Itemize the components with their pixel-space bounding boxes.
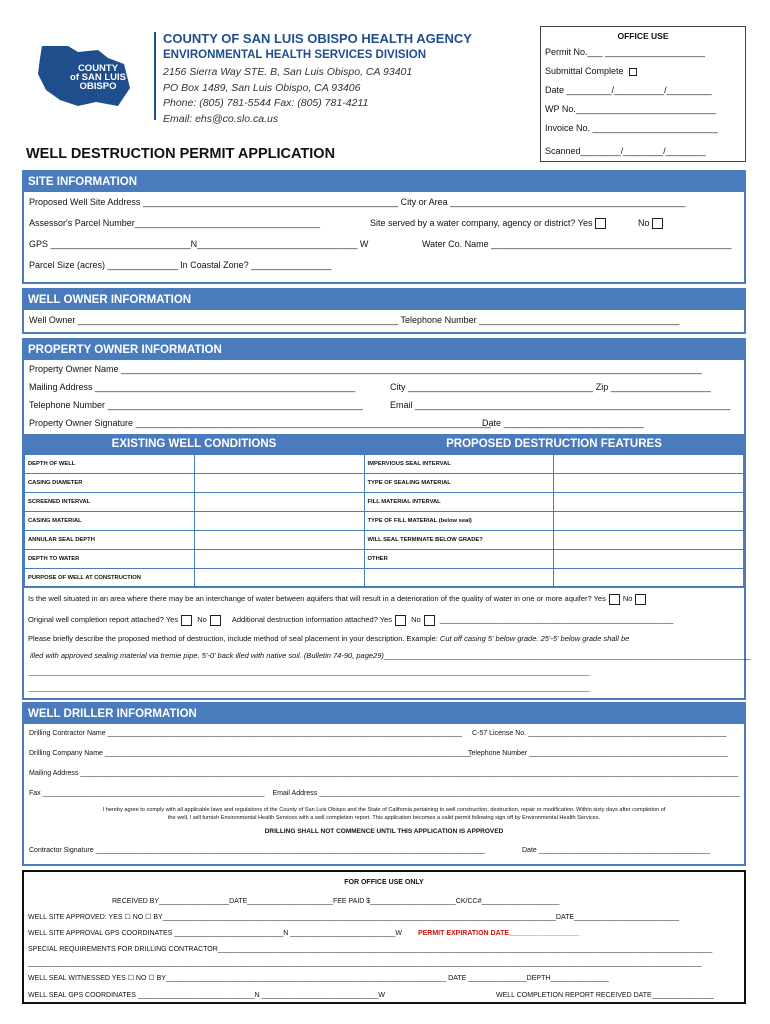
existing-condition-label: CASING DIAMETER [25, 474, 195, 493]
existing-condition-value[interactable] [194, 474, 364, 493]
existing-condition-value[interactable] [194, 531, 364, 550]
existing-condition-label: SCREENED INTERVAL [25, 493, 195, 512]
invoice-no-field[interactable]: Invoice No. _________________________ [545, 123, 718, 133]
existing-condition-value[interactable] [194, 512, 364, 531]
gps-field[interactable]: GPS ____________________________N________________________________ W [29, 239, 369, 249]
driller-fax-field[interactable]: Fax _________________________________________________________ [29, 790, 265, 797]
fax-email-row [24, 784, 744, 804]
site-information-section [22, 170, 746, 284]
agency-name: COUNTY OF SAN LUIS OBISPO HEALTH AGENCY [163, 31, 472, 46]
well-owner-title: WELL OWNER INFORMATION [24, 290, 744, 310]
method-example: Cut off casing 5' below grade. 25'-5' below grade shall be [439, 634, 630, 643]
drilling-notice: DRILLING SHALL NOT COMMENCE UNTIL THIS APPLICATION IS APPROVED [264, 828, 504, 835]
aquifer-no-checkbox[interactable] [635, 594, 646, 605]
conditions-row [25, 493, 744, 512]
conditions-table [24, 454, 744, 588]
completion-report-no-checkbox[interactable] [210, 615, 221, 626]
wp-no-field[interactable]: WP No.____________________________ [545, 104, 716, 114]
property-signature-date[interactable]: Date ____________________________ [482, 418, 644, 428]
parcel-number-field[interactable]: Assessor's Parcel Number_____________________________________ [29, 218, 320, 228]
method-description-line-1[interactable]: ________________________________________________________________________________________ [383, 651, 751, 660]
water-company-question: Site served by a water company, agency or district? Yes No [370, 213, 666, 234]
water-company-no-checkbox[interactable] [652, 218, 663, 229]
destruction-feature-value[interactable] [554, 455, 744, 474]
property-telephone-field[interactable]: Telephone Number ___________________________________________________ [29, 400, 363, 410]
existing-conditions-title: EXISTING WELL CONDITIONS [111, 438, 277, 450]
driller-mailing-address-field[interactable]: Mailing Address _________________________________________________________________________________________________________________________________________________________________________ [29, 770, 739, 777]
agency-header [163, 30, 472, 127]
water-company-yes-checkbox[interactable] [595, 218, 606, 229]
conditions-row [25, 455, 744, 474]
contractor-signature-field[interactable]: Contractor Signature ____________________________________________________________________________________________________ [29, 847, 485, 854]
well-driller-section [22, 702, 746, 866]
agency-email: Email: ehs@co.slo.ca.us [163, 112, 279, 125]
received-row[interactable]: RECEIVED BY__________________DATE______________________FEE PAID $______________________CK/CC#____________________ [112, 898, 560, 905]
parcel-number-row [24, 213, 744, 234]
approval-gps-row [24, 926, 744, 942]
special-requirements-field[interactable]: SPECIAL REQUIREMENTS FOR DRILLING CONTRACTOR_______________________________________________________________________________________________________________________________ [28, 946, 713, 953]
division-name: ENVIRONMENTAL HEALTH SERVICES DIVISION [163, 49, 427, 61]
existing-condition-value[interactable] [194, 493, 364, 512]
destruction-feature-label: TYPE OF FILL MATERIAL (below seal) [364, 512, 554, 531]
existing-condition-value[interactable] [194, 455, 364, 474]
well-owner-row[interactable]: Well Owner ________________________________________________________________ Telephone Number ________________________________________ [29, 315, 680, 325]
special-requirements-line[interactable]: _____________________________________________________________________________________________________________________________________________________________________________ [28, 960, 702, 967]
office-use-box [540, 26, 746, 162]
permit-expiration-field[interactable]: PERMIT EXPIRATION DATE__________________ [417, 930, 580, 937]
seal-gps-field[interactable]: WELL SEAL GPS COORDINATES ______________________________N ______________________________W [28, 992, 386, 999]
destruction-feature-label [364, 569, 554, 588]
method-description-line-2[interactable]: ________________________________________________________________________________________________________________________________________________________________________ [29, 670, 590, 676]
submittal-complete-row: Submittal Complete [545, 62, 741, 81]
scanned-field[interactable]: Scanned________/________/________ [545, 146, 706, 156]
well-driller-title: WELL DRILLER INFORMATION [24, 704, 744, 724]
destruction-feature-value[interactable] [554, 474, 744, 493]
additional-info-yes-checkbox[interactable] [395, 615, 406, 626]
destruction-feature-label: WILL SEAL TERMINATE BELOW GRADE? [364, 531, 554, 550]
existing-condition-label: PURPOSE OF WELL AT CONSTRUCTION [25, 569, 195, 588]
attachments-row: Original well completion report attached? Yes No Additional destruction information attached? Yes No ________________________________________________________ [28, 615, 674, 624]
logo-line-3: OBISPO [79, 81, 117, 92]
parcel-size-row[interactable]: Parcel Size (acres) ______________ In Coastal Zone? ________________ [29, 260, 332, 270]
office-use-only-box [22, 870, 746, 1004]
conditions-row [25, 512, 744, 531]
well-owner-section [22, 288, 746, 334]
additional-info-no-checkbox[interactable] [424, 615, 435, 626]
approval-gps-field[interactable]: WELL SITE APPROVAL GPS COORDINATES ____________________________N ___________________________W [28, 930, 402, 937]
conditions-row [25, 531, 744, 550]
license-no-field[interactable]: C-57 License No. ___________________________________________________ [472, 730, 727, 737]
method-description-line-3[interactable]: ________________________________________________________________________________________________________________________________________________________________________ [29, 686, 590, 692]
existing-condition-label: DEPTH OF WELL [25, 455, 195, 474]
destruction-feature-value[interactable] [554, 512, 744, 531]
telephone-email-row [24, 396, 744, 414]
destruction-feature-label: OTHER [364, 550, 554, 569]
conditions-row [25, 550, 744, 569]
conditions-row [25, 569, 744, 588]
property-signature-field[interactable]: Property Owner Signature _______________________________________________________________________ [29, 418, 491, 428]
logo-line-1: COUNTY [77, 63, 119, 74]
site-information-title: SITE INFORMATION [24, 172, 744, 192]
conditions-header [24, 434, 744, 454]
signature-row [24, 414, 744, 432]
destruction-feature-label: FILL MATERIAL INTERVAL [364, 493, 554, 512]
mailing-address-field[interactable]: Mailing Address ____________________________________________________ [29, 382, 356, 392]
gps-row [24, 234, 744, 255]
completion-report-date-field[interactable]: WELL COMPLETION REPORT RECEIVED DATE________________ [496, 992, 715, 999]
logo-line-2: of SAN LUIS [70, 72, 126, 83]
site-address-row[interactable]: Proposed Well Site Address ___________________________________________________ City or Area _______________________________________________ [29, 197, 686, 207]
property-owner-title: PROPERTY OWNER INFORMATION [24, 340, 744, 360]
seal-witnessed-row[interactable]: WELL SEAL WITNESSED YES ☐ NO ☐ BY________________________________________________________________________ DATE _______________DEPTH_______________ [28, 975, 609, 982]
property-email-field[interactable]: Email _______________________________________________________________ [390, 400, 731, 410]
destruction-feature-value[interactable] [554, 531, 744, 550]
existing-condition-label: DEPTH TO WATER [25, 550, 195, 569]
office-date-field[interactable]: Date _________/__________/_________ [545, 85, 712, 95]
contractor-row [24, 724, 744, 744]
existing-condition-value[interactable] [194, 550, 364, 569]
completion-report-yes-checkbox[interactable] [181, 615, 192, 626]
phone-fax: Phone: (805) 781-5544 Fax: (805) 781-4211 [163, 97, 369, 109]
company-row [24, 744, 744, 764]
method-example-row: illed with approved sealing material via tremie pipe. 5'-0' back illed with native soil. (Bulletin 74-90, page29)________________________________________________________________________________________ [30, 651, 751, 660]
contractor-signature-date[interactable]: Date ____________________________________________ [522, 847, 711, 854]
office-use-only-title: FOR OFFICE USE ONLY [344, 879, 424, 886]
driller-email-field[interactable]: Email Address ____________________________________________________________________________________________________________ [272, 790, 740, 797]
destruction-feature-label: IMPERVIOUS SEAL INTERVAL [364, 455, 554, 474]
proposed-destruction-title: PROPOSED DESTRUCTION FEATURES [446, 438, 662, 450]
address-line-2: PO Box 1489, San Luis Obispo, CA 93406 [163, 81, 361, 94]
submittal-checkbox[interactable] [629, 68, 637, 76]
office-use-title: OFFICE USE [617, 31, 669, 41]
conditions-row [25, 474, 744, 493]
property-owner-name-field[interactable]: Property Owner Name ____________________________________________________________________________________________________________________ [29, 364, 702, 374]
water-co-name-field[interactable]: Water Co. Name ________________________________________________ [422, 239, 732, 249]
company-name-field[interactable]: Drilling Company Name ______________________________________________________________________________________________ [29, 750, 471, 757]
contractor-signature-row [24, 840, 744, 862]
mailing-address-row [24, 378, 744, 396]
destruction-feature-value[interactable] [554, 569, 744, 588]
destruction-feature-label: TYPE OF SEALING MATERIAL [364, 474, 554, 493]
county-logo [34, 44, 134, 110]
site-approved-row[interactable]: WELL SITE APPROVED: YES ☐ NO ☐ BY_____________________________________________________________________________________________________DATE___________________________ [28, 914, 680, 921]
seal-gps-row [24, 988, 744, 1004]
contractor-name-field[interactable]: Drilling Contractor Name ___________________________________________________________________________________________ [29, 730, 462, 737]
permit-no-field[interactable]: Permit No.___ ____________________ [545, 47, 706, 57]
method-description-row: Please briefly describe the proposed method of destruction, include method of seal placement in your description. Example: Cut off casing 5' below grade. 25'-5' below grade shall be [28, 634, 630, 643]
aquifer-yes-checkbox[interactable] [609, 594, 620, 605]
property-owner-section [22, 338, 746, 588]
driller-telephone-field[interactable]: Telephone Number ___________________________________________________ [468, 750, 728, 757]
attachments-line[interactable]: ________________________________________________________ [439, 615, 674, 624]
destruction-feature-value[interactable] [554, 550, 744, 569]
destruction-feature-value[interactable] [554, 493, 744, 512]
existing-condition-value[interactable] [194, 569, 364, 588]
aquifer-question-row: Is the well situated in an area where there may be an interchange of water between aquifers that will result in a deterioration of the quality of water in one or more aquifer? Yes No [24, 588, 744, 610]
address-line-1: 2156 Sierra Way STE. B, San Luis Obispo, CA 93401 [163, 66, 413, 78]
destruction-questions-section [22, 588, 751, 700]
page-title: WELL DESTRUCTION PERMIT APPLICATION [26, 146, 336, 162]
existing-condition-label: CASING MATERIAL [25, 512, 195, 531]
header-divider [154, 32, 156, 120]
city-zip-field[interactable]: City _____________________________________ Zip ____________________ [390, 382, 711, 392]
agreement-text: I hereby agree to comply with all applicable laws and regulations of the County of San Luis Obispo and the State of California pertaining to well construction, destruction, repair or modification. Within sixty days after completion of the well, I will furnish Environmental Health Services with a well completion report. This application becomes a valid permit following sign off by Environmental Health Services. [102, 807, 666, 821]
existing-condition-label: ANNULAR SEAL DEPTH [25, 531, 195, 550]
